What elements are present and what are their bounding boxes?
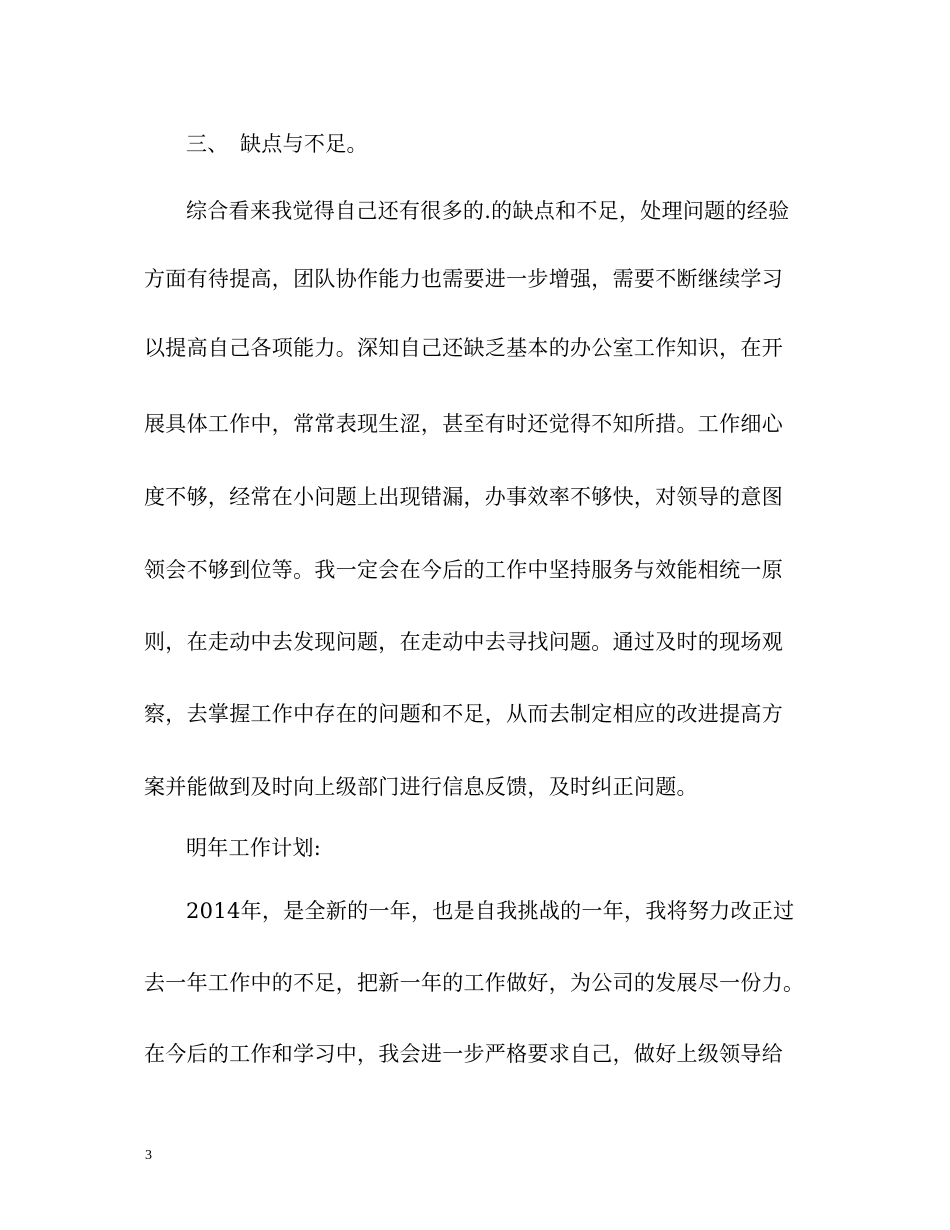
paragraph-line: 展具体工作中，常常表现生涩，甚至有时还觉得不知所措。工作细心 — [144, 412, 783, 436]
paragraph-line: 领会不够到位等。我一定会在今后的工作中坚持服务与效能相统一原 — [144, 558, 783, 582]
paragraph-line: 方面有待提高，团队协作能力也需要进一步增强，需要不断继续学习 — [144, 267, 783, 291]
paragraph-line: 在今后的工作和学习中，我会进一步严格要求自己，做好上级领导给 — [144, 1042, 783, 1066]
paragraph-line: 案并能做到及时向上级部门进行信息反馈，及时纠正问题。 — [144, 775, 698, 799]
section-title: 缺点与不足。 — [240, 132, 368, 156]
paragraph-line: 2014年，是全新的一年，也是自我挑战的一年，我将努力改正过 — [186, 899, 795, 923]
paragraph-line: 综合看来我觉得自己还有很多的.的缺点和不足，处理问题的经验 — [186, 199, 790, 223]
paragraph-line: 度不够，经常在小问题上出现错漏，办事效率不够快，对领导的意图 — [144, 485, 783, 509]
section-number: 三、 — [186, 132, 229, 156]
page-number: 3 — [145, 1148, 152, 1163]
paragraph-line: 去一年工作中的不足，把新一年的工作做好，为公司的发展尽一份力。 — [144, 971, 805, 995]
paragraph-line: 察，去掌握工作中存在的问题和不足，从而去制定相应的改进提高方 — [144, 702, 783, 726]
plan-heading: 明年工作计划: — [186, 836, 322, 860]
paragraph-line: 则，在走动中去发现问题，在走动中去寻找问题。通过及时的现场观 — [144, 630, 783, 654]
paragraph-line: 以提高自己各项能力。深知自己还缺乏基本的办公室工作知识，在开 — [144, 336, 783, 360]
section-heading — [186, 130, 368, 158]
